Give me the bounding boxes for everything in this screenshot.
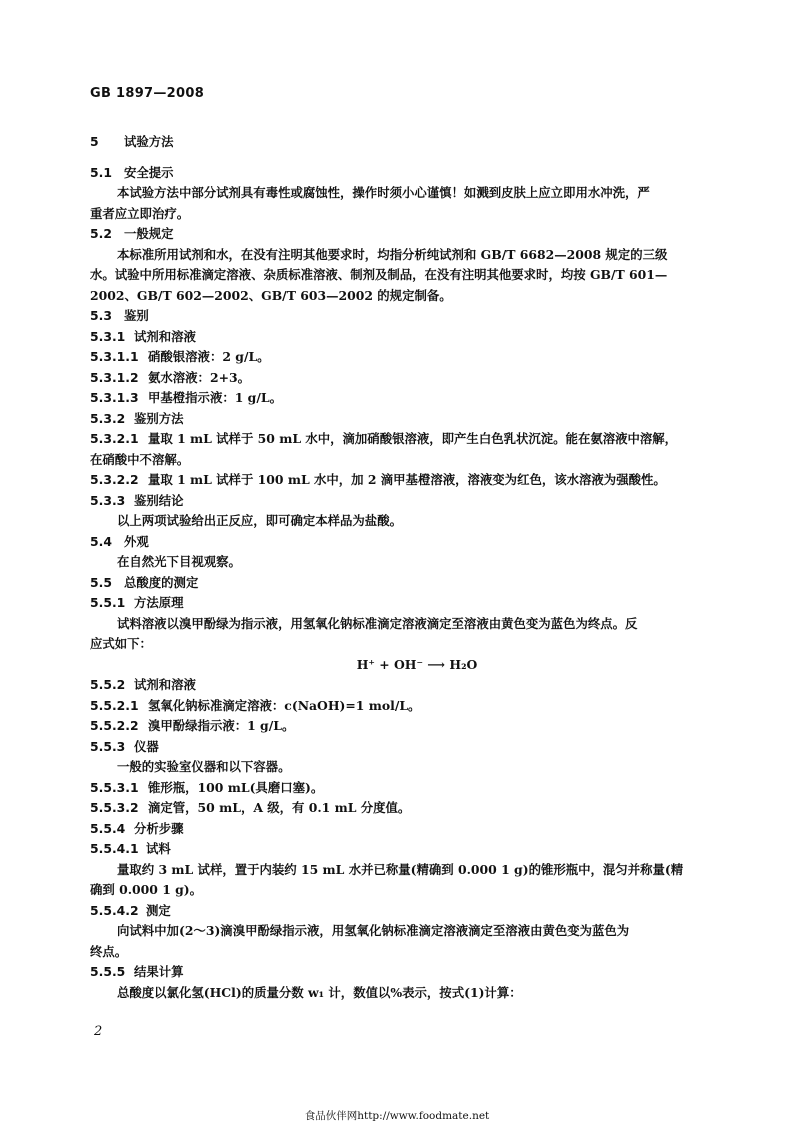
heading-text: 方法原理 xyxy=(134,595,184,610)
clause-number: 5.5.3.2 xyxy=(90,800,139,815)
section-heading xyxy=(90,409,708,430)
line-text: 水。试验中所用标准滴定溶液、杂质标准溶液、制剂及制品，在没有注明其他要求时，均按 GB/T 601— xyxy=(90,267,668,282)
line-text: 锥形瓶，100 mL(具磨口塞)。 xyxy=(148,779,324,795)
clause-number: 5.3.2 xyxy=(90,410,126,426)
paragraph-line xyxy=(90,634,708,655)
heading-text: 仪器 xyxy=(134,738,159,754)
line-text: 在自然光下目视观察。 xyxy=(117,554,241,569)
section-heading xyxy=(90,573,708,594)
heading-text: 试料 xyxy=(146,841,171,856)
heading-text: 测定 xyxy=(146,902,171,918)
section-heading xyxy=(90,491,708,512)
numbered-item xyxy=(90,696,708,717)
clause-number: 5.3.2.2 xyxy=(90,472,139,487)
spacer xyxy=(90,153,708,163)
heading-text: 鉴别结论 xyxy=(134,492,184,508)
clause-number: 5.5.2 xyxy=(90,677,126,692)
paragraph-line xyxy=(90,183,708,204)
reaction-equation xyxy=(90,655,708,676)
section-heading xyxy=(90,224,708,245)
line-text: 向试料中加(2～3)滴溴甲酚绿指示液，用氢氧化钠标准滴定溶液滴定至溶液由黄色变为蓝色为 xyxy=(117,923,630,938)
page-number: 2 xyxy=(94,1024,103,1039)
clause-number: 5.5.4.2 xyxy=(90,902,139,918)
section-heading xyxy=(90,962,708,983)
line-text: 量取约 3 mL 试样，置于内装约 15 mL 水并已称量(精确到 0.000 1 g)的锥形瓶中，混匀并称量(精 xyxy=(117,861,684,877)
clause-number: 5.5 xyxy=(90,574,112,590)
clause-number: 5.5.2.1 xyxy=(90,697,139,713)
line-text: 在硝酸中不溶解。 xyxy=(90,451,190,467)
line-text: 2002、GB/T 602—2002、GB/T 603—2002 的规定制备。 xyxy=(90,287,452,303)
clause-number: 5.5.4 xyxy=(90,820,126,836)
footer-watermark: 食品伙伴网http://www.foodmate.net xyxy=(304,1110,490,1122)
numbered-item xyxy=(90,347,708,368)
paragraph-line xyxy=(90,204,708,225)
clause-number: 5.3.1 xyxy=(90,328,126,344)
heading-text: 总酸度的测定 xyxy=(124,574,199,590)
clause-number: 5.5.1 xyxy=(90,595,126,610)
line-text: 量取 1 mL 试样于 50 mL 水中，滴加硝酸银溶液，即产生白色乳状沉淀。能在氨溶液中溶解， xyxy=(148,431,678,446)
clause-number: 5.3 xyxy=(90,308,112,323)
heading-text: 试剂和溶液 xyxy=(134,677,196,692)
paragraph-line xyxy=(90,614,708,635)
line-text: 甲基橙指示液：1 g/L。 xyxy=(148,390,282,405)
section-heading xyxy=(90,163,708,184)
line-text: 总酸度以氯化氢(HCl)的质量分数 w₁ 计，数值以%表示，按式(1)计算： xyxy=(117,984,522,1000)
line-text: 重者应立即治疗。 xyxy=(90,205,190,221)
heading-text: 分析步骤 xyxy=(134,820,184,836)
clause-number: 5.5.2.2 xyxy=(90,718,139,733)
numbered-item xyxy=(90,429,708,450)
paragraph-line xyxy=(90,286,708,307)
paragraph-line xyxy=(90,757,708,778)
paragraph-line xyxy=(90,921,708,942)
heading-text: 安全提示 xyxy=(124,164,174,180)
heading-text: 试剂和溶液 xyxy=(134,328,196,344)
line-text: 氢氧化钠标准滴定溶液：c(NaOH)=1 mol/L。 xyxy=(148,697,421,713)
numbered-item xyxy=(90,778,708,799)
line-text: 溴甲酚绿指示液：1 g/L。 xyxy=(148,718,295,733)
numbered-item xyxy=(90,716,708,737)
clause-number: 5.5.4.1 xyxy=(90,841,139,856)
paragraph-line xyxy=(90,942,708,963)
paragraph-line xyxy=(90,860,708,881)
clause-number: 5.5.5 xyxy=(90,964,126,979)
clause-number: 5.3.1.2 xyxy=(90,369,139,385)
paragraph-line xyxy=(90,245,708,266)
clause-number: 5.3.2.1 xyxy=(90,431,139,446)
heading-text: 试验方法 xyxy=(124,134,174,149)
clause-number: 5.3.1.1 xyxy=(90,349,139,364)
clause-number: 5.2 xyxy=(90,226,112,241)
line-text: 量取 1 mL 试样于 100 mL 水中，加 2 滴甲基橙溶液，溶液变为红色，该水溶液为强酸性。 xyxy=(148,472,666,487)
line-text: 滴定管，50 mL，A 级，有 0.1 mL 分度值。 xyxy=(148,800,411,815)
document-body xyxy=(90,132,708,1003)
line-text: 试料溶液以溴甲酚绿为指示液，用氢氧化钠标准滴定溶液滴定至溶液由黄色变为蓝色为终点。反 xyxy=(117,615,638,631)
heading-text: 一般规定 xyxy=(124,226,174,241)
numbered-item xyxy=(90,470,708,491)
paragraph-line xyxy=(90,552,708,573)
section-heading xyxy=(90,327,708,348)
paragraph-line xyxy=(90,450,708,471)
line-text: 本试验方法中部分试剂具有毒性或腐蚀性，操作时须小心谨慎！如溅到皮肤上应立即用水冲洗，严 xyxy=(117,185,650,200)
line-text: 终点。 xyxy=(90,943,128,959)
numbered-item xyxy=(90,368,708,389)
clause-number: 5 xyxy=(90,134,99,149)
line-text: H⁺ + OH⁻ ⟶ H₂O xyxy=(356,656,478,672)
line-text: 一般的实验室仪器和以下容器。 xyxy=(117,759,291,774)
clause-number: 5.3.3 xyxy=(90,492,126,508)
line-text: 氨水溶液：2+3。 xyxy=(148,369,250,385)
numbered-item xyxy=(90,388,708,409)
line-text: 确到 0.000 1 g)。 xyxy=(90,882,203,897)
section-heading xyxy=(90,593,708,614)
line-text: 本标准所用试剂和水，在没有注明其他要求时，均指分析纯试剂和 GB/T 6682—2008 规定的三级 xyxy=(117,246,668,262)
standard-code: GB 1897—2008 xyxy=(90,86,205,101)
line-text: 硝酸银溶液：2 g/L。 xyxy=(148,349,270,364)
clause-number: 5.5.3 xyxy=(90,738,126,754)
section-heading xyxy=(90,839,708,860)
heading-text: 鉴别方法 xyxy=(134,410,184,426)
section-heading xyxy=(90,819,708,840)
clause-number: 5.4 xyxy=(90,533,112,549)
section-heading xyxy=(90,737,708,758)
section-heading xyxy=(90,532,708,553)
numbered-item xyxy=(90,798,708,819)
paragraph-line xyxy=(90,880,708,901)
paragraph-line xyxy=(90,983,708,1004)
paragraph-line xyxy=(90,265,708,286)
line-text: 应式如下： xyxy=(90,636,152,651)
heading-text: 结果计算 xyxy=(134,964,184,979)
line-text: 以上两项试验给出正反应，即可确定本样品为盐酸。 xyxy=(117,513,402,528)
heading-text: 鉴别 xyxy=(124,308,149,323)
section-heading xyxy=(90,675,708,696)
clause-number: 5.1 xyxy=(90,164,112,180)
section-heading xyxy=(90,306,708,327)
clause-number: 5.3.1.3 xyxy=(90,390,139,405)
clause-number: 5.5.3.1 xyxy=(90,779,139,795)
heading-text: 外观 xyxy=(124,533,149,549)
section-heading xyxy=(90,901,708,922)
section-heading xyxy=(90,132,708,153)
paragraph-line xyxy=(90,511,708,532)
